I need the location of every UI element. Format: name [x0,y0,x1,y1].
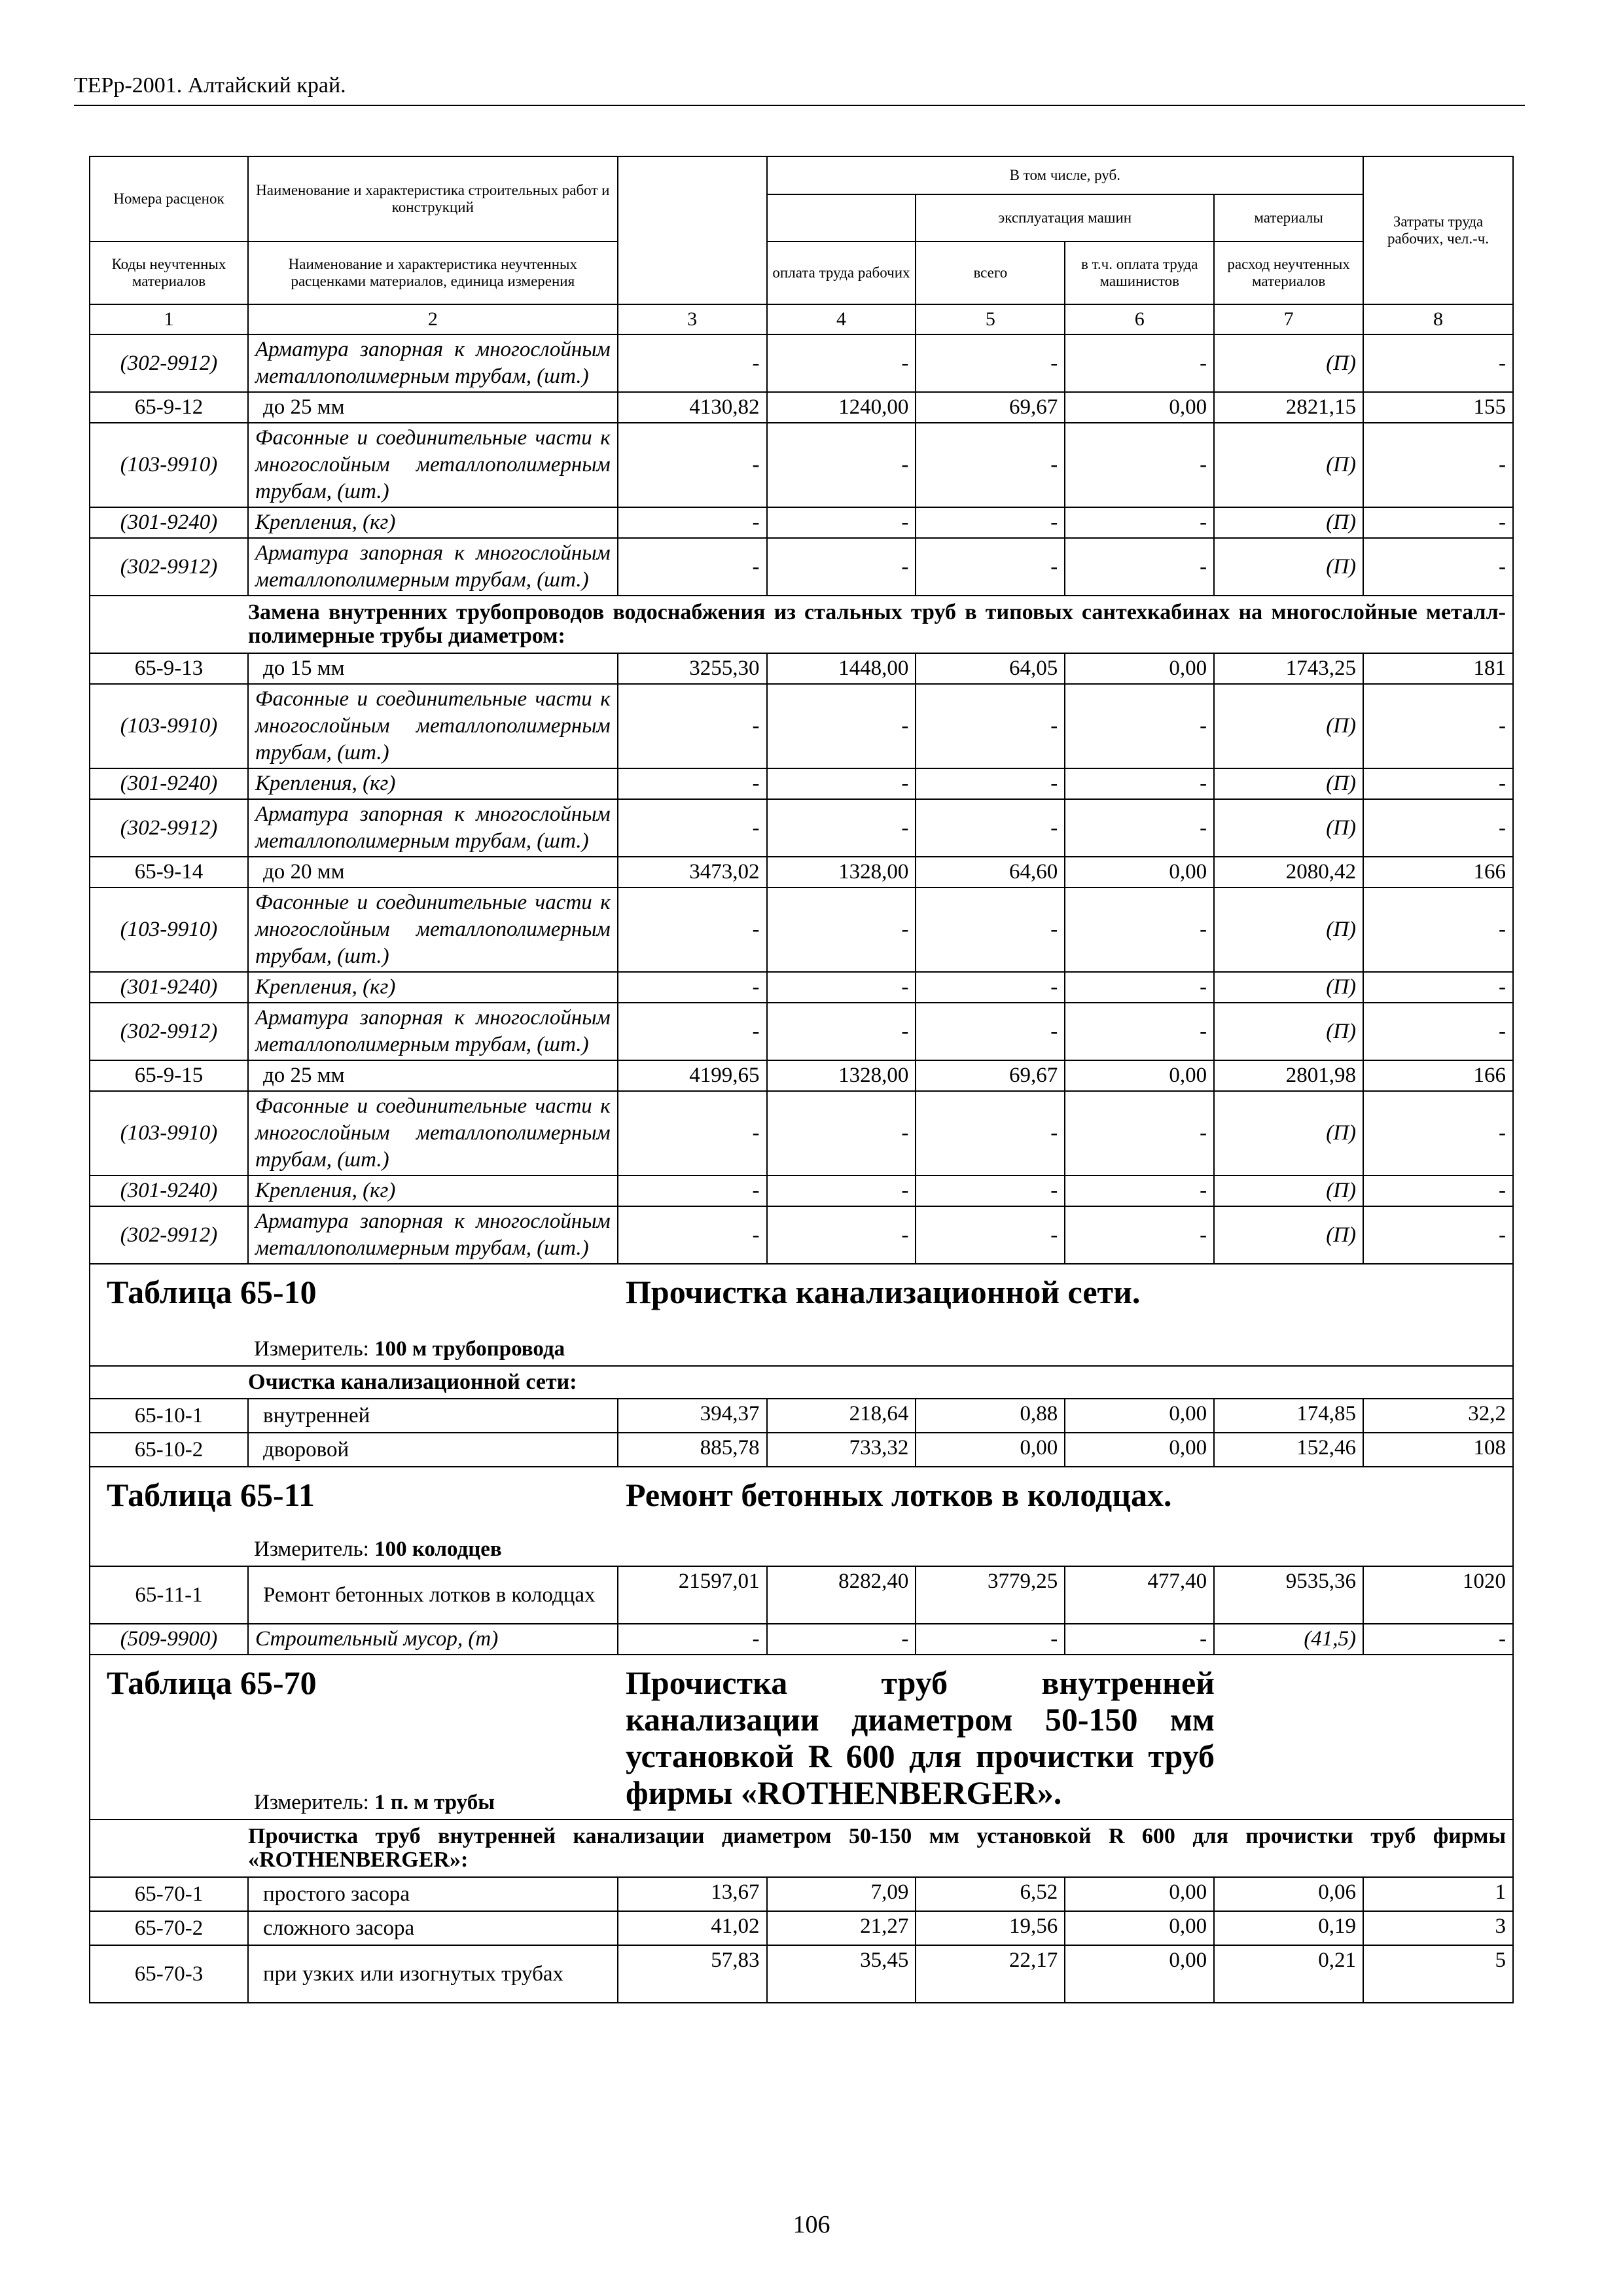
table-heading: Прочистка канализационной сети. [626,1274,1141,1310]
machinists-cost: - [1065,799,1214,857]
rate-name: до 25 мм [248,1060,618,1091]
table-heading: Прочистка труб внутренней канализации диаметром 50-150 мм установкой R 600 для прочистки труб фирмы «ROTHENBERGER». [626,1664,1215,1811]
labor-cost: 1328,00 [767,1060,916,1091]
table-title-row [90,1467,1513,1566]
direct-cost: - [618,799,767,857]
machines-cost: - [916,423,1065,507]
rate-name: Крепления, (кг) [248,1175,618,1206]
materials-cost: (П) [1214,684,1363,768]
machinists-cost: 0,00 [1065,1911,1214,1945]
section-code-blank [90,596,248,653]
rate-name: до 25 мм [248,392,618,423]
col-head-labor-hours: Затраты труда рабочих, чел.-ч. [1363,156,1513,304]
labor-cost: 1240,00 [767,392,916,423]
machinists-cost: 0,00 [1065,1877,1214,1911]
material-row [90,799,1513,857]
section-row [90,1366,1513,1399]
materials-cost: (П) [1214,799,1363,857]
col-head-codes: Номера расценок [90,156,248,242]
labor-hours: - [1363,1206,1513,1264]
machinists-cost: - [1065,972,1214,1003]
labor-cost: 733,32 [767,1433,916,1467]
section-code-blank [90,1366,248,1399]
direct-cost: - [618,972,767,1003]
direct-cost: - [618,334,767,392]
materials-cost: 152,46 [1214,1433,1363,1467]
labor-hours: 181 [1363,653,1513,684]
labor-hours: 166 [1363,1060,1513,1091]
col-head-mat-cost: расход неучтенных материалов [1214,242,1363,304]
direct-cost: - [618,538,767,596]
materials-cost: (41,5) [1214,1624,1363,1655]
direct-cost: 4199,65 [618,1060,767,1091]
materials-cost: 9535,36 [1214,1566,1363,1624]
machinists-cost: - [1065,1624,1214,1655]
rates-table [89,156,1514,2003]
col-head-labor: оплата труда рабочих [767,242,916,304]
labor-hours: - [1363,538,1513,596]
labor-hours: 1020 [1363,1566,1513,1624]
table-measure [254,1336,565,1363]
labor-hours: 1 [1363,1877,1513,1911]
rate-code: 65-9-15 [90,1060,248,1091]
rate-name: Ремонт бетонных лотков в колодцах [248,1566,618,1624]
rate-name: Строительный мусор, (т) [248,1624,618,1655]
labor-cost: 218,64 [767,1399,916,1433]
rate-code: (103-9910) [90,423,248,507]
measure-value: 100 м трубопровода [374,1337,565,1361]
machinists-cost: 0,00 [1065,1433,1214,1467]
rate-code: 65-70-1 [90,1877,248,1911]
material-row [90,768,1513,799]
direct-cost: - [618,423,767,507]
rate-name: сложного засора [248,1911,618,1945]
machines-cost: 19,56 [916,1911,1065,1945]
col-head-incl: В том числе, руб. [767,156,1364,194]
material-row [90,1175,1513,1206]
materials-cost: 2080,42 [1214,857,1363,888]
labor-hours: - [1363,684,1513,768]
materials-cost: 0,21 [1214,1945,1363,2003]
machinists-cost: - [1065,1206,1214,1264]
rate-code: 65-70-3 [90,1945,248,2003]
col-num: 7 [1214,304,1363,334]
rate-name: Арматура запорная к многослойным металлополимерным трубам, (шт.) [248,334,618,392]
machines-cost: 0,88 [916,1399,1065,1433]
table-title-block [90,1264,1513,1366]
machinists-cost: 0,00 [1065,857,1214,888]
rate-name: Арматура запорная к многослойным металлополимерным трубам, (шт.) [248,1003,618,1060]
labor-hours: - [1363,334,1513,392]
machines-cost: 69,67 [916,1060,1065,1091]
page-number: 106 [793,2211,830,2238]
rate-code: (302-9912) [90,799,248,857]
table-number: Таблица 65-11 [107,1477,315,1513]
labor-hours: - [1363,507,1513,538]
col-num: 8 [1363,304,1513,334]
labor-cost: - [767,684,916,768]
rate-name: Арматура запорная к многослойным металлополимерным трубам, (шт.) [248,799,618,857]
rate-name: Крепления, (кг) [248,507,618,538]
rate-name: Фасонные и соединительные части к многослойным металлополимерным трубам, (шт.) [248,1091,618,1175]
labor-cost: - [767,972,916,1003]
machinists-cost: - [1065,334,1214,392]
rate-code: (103-9910) [90,1091,248,1175]
machines-cost: - [916,888,1065,972]
material-row [90,1003,1513,1060]
material-row [90,1206,1513,1264]
col-num: 4 [767,304,916,334]
col-num: 6 [1065,304,1214,334]
materials-cost: 2821,15 [1214,392,1363,423]
rate-code: 65-9-14 [90,857,248,888]
labor-cost: 7,09 [767,1877,916,1911]
rate-code: 65-11-1 [90,1566,248,1624]
labor-hours: 155 [1363,392,1513,423]
table-heading: Ремонт бетонных лотков в колодцах. [626,1477,1172,1513]
rate-code: 65-10-1 [90,1399,248,1433]
rate-code: (301-9240) [90,768,248,799]
machinists-cost: - [1065,768,1214,799]
labor-cost: - [767,1091,916,1175]
table-title-wrap [90,1467,1512,1564]
materials-cost: (П) [1214,1091,1363,1175]
labor-hours: - [1363,768,1513,799]
labor-hours: 5 [1363,1945,1513,2003]
machinists-cost: 0,00 [1065,392,1214,423]
direct-cost: 41,02 [618,1911,767,1945]
labor-hours: - [1363,1003,1513,1060]
rate-code: (302-9912) [90,538,248,596]
material-row [90,423,1513,507]
rate-code: 65-9-13 [90,653,248,684]
direct-cost: - [618,1175,767,1206]
materials-cost: 0,06 [1214,1877,1363,1911]
machines-cost: - [916,334,1065,392]
rate-name: Фасонные и соединительные части к многослойным металлополимерным трубам, (шт.) [248,684,618,768]
rate-name: при узких или изогнутых трубах [248,1945,618,2003]
col-head-machinists: в т.ч. оплата труда машинистов [1065,242,1214,304]
machines-cost: - [916,1175,1065,1206]
material-row [90,334,1513,392]
machinists-cost: - [1065,538,1214,596]
section-row [90,596,1513,653]
rate-name: Крепления, (кг) [248,768,618,799]
labor-hours: - [1363,972,1513,1003]
rate-row [90,1433,1513,1467]
table-measure [254,1789,495,1816]
machinists-cost: - [1065,1003,1214,1060]
machines-cost: - [916,507,1065,538]
machines-cost: 22,17 [916,1945,1065,2003]
rate-name: Арматура запорная к многослойным металлополимерным трубам, (шт.) [248,538,618,596]
col-head-materials: материалы [1214,194,1363,242]
rate-name: Фасонные и соединительные части к многослойным металлополимерным трубам, (шт.) [248,888,618,972]
rate-row [90,857,1513,888]
section-heading: Прочистка труб внутренней канализации диаметром 50-150 мм установкой R 600 для прочистки труб фирмы «ROTHENBERGER»: [248,1820,1513,1877]
direct-cost: - [618,768,767,799]
direct-cost: - [618,684,767,768]
rate-name: внутренней [248,1399,618,1433]
machines-cost: 64,05 [916,653,1065,684]
machines-cost: 64,60 [916,857,1065,888]
materials-cost: (П) [1214,1003,1363,1060]
labor-hours: 108 [1363,1433,1513,1467]
labor-cost: - [767,1206,916,1264]
rate-name: дворовой [248,1433,618,1467]
measure-value: 100 колодцев [374,1537,502,1561]
machines-cost: - [916,1624,1065,1655]
rate-name: Фасонные и соединительные части к многослойным металлополимерным трубам, (шт.) [248,423,618,507]
labor-cost: 1448,00 [767,653,916,684]
machinists-cost: - [1065,1175,1214,1206]
labor-cost: - [767,1003,916,1060]
running-header: ТЕРр-2001. Алтайский край. [74,73,346,98]
table-number: Таблица 65-10 [107,1274,317,1310]
section-row [90,1820,1513,1877]
labor-cost: - [767,1175,916,1206]
materials-cost: 2801,98 [1214,1060,1363,1091]
rate-name: до 15 мм [248,653,618,684]
machinists-cost: 0,00 [1065,1399,1214,1433]
materials-cost: 1743,25 [1214,653,1363,684]
material-row [90,1624,1513,1655]
machines-cost: - [916,799,1065,857]
direct-cost: - [618,1206,767,1264]
material-row [90,507,1513,538]
table-measure [254,1536,502,1563]
machines-cost: 3779,25 [916,1566,1065,1624]
table-title-row [90,1655,1513,1820]
materials-cost: 174,85 [1214,1399,1363,1433]
direct-cost: 3473,02 [618,857,767,888]
machines-cost: - [916,972,1065,1003]
machinists-cost: - [1065,684,1214,768]
col-head-name: Наименование и характеристика строительных работ и конструкций [248,156,618,242]
table-title-row [90,1264,1513,1366]
machines-cost: 0,00 [916,1433,1065,1467]
col-head-codes2: Коды неучтенных материалов [90,242,248,304]
machines-cost: - [916,1206,1065,1264]
rate-row [90,1399,1513,1433]
table-title-wrap [90,1655,1512,1818]
labor-hours: 3 [1363,1911,1513,1945]
rate-row [90,1566,1513,1624]
col-num: 2 [248,304,618,334]
table-number: Таблица 65-70 [107,1664,317,1701]
material-row [90,1091,1513,1175]
rate-code: (302-9912) [90,1003,248,1060]
rate-code: (302-9912) [90,334,248,392]
measure-label: Измеритель: [254,1791,369,1814]
measure-value: 1 п. м трубы [374,1791,495,1814]
material-row [90,972,1513,1003]
labor-cost: - [767,538,916,596]
material-row [90,538,1513,596]
rate-code: (509-9900) [90,1624,248,1655]
col-head-machines: эксплуатация машин [916,194,1214,242]
materials-cost: (П) [1214,423,1363,507]
section-heading: Замена внутренних трубопроводов водоснабжения из стальных труб в типовых сантехкабинах на многослойные металл-полимерные трубы диаметром: [248,596,1513,653]
machinists-cost: - [1065,888,1214,972]
labor-hours: - [1363,799,1513,857]
section-heading: Очистка канализационной сети: [248,1366,1513,1399]
col-head-name2: Наименование и характеристика неучтенных расценками материалов, единица измерения [248,242,618,304]
labor-cost: - [767,334,916,392]
machinists-cost: - [1065,1091,1214,1175]
direct-cost: 3255,30 [618,653,767,684]
machinists-cost: - [1065,423,1214,507]
rate-code: (301-9240) [90,507,248,538]
material-row [90,684,1513,768]
labor-hours: - [1363,1624,1513,1655]
rate-row [90,392,1513,423]
rate-code: 65-70-2 [90,1911,248,1945]
labor-cost: - [767,768,916,799]
materials-cost: (П) [1214,888,1363,972]
rate-code: 65-10-2 [90,1433,248,1467]
rate-name: Крепления, (кг) [248,972,618,1003]
materials-cost: (П) [1214,1175,1363,1206]
machinists-cost: 477,40 [1065,1566,1214,1624]
rate-code: 65-9-12 [90,392,248,423]
materials-cost: (П) [1214,538,1363,596]
materials-cost: (П) [1214,1206,1363,1264]
materials-cost: (П) [1214,768,1363,799]
rate-code: (301-9240) [90,1175,248,1206]
direct-cost: 13,67 [618,1877,767,1911]
labor-cost: - [767,888,916,972]
rate-row [90,1877,1513,1911]
direct-cost: - [618,888,767,972]
materials-cost: (П) [1214,334,1363,392]
labor-cost: 21,27 [767,1911,916,1945]
direct-cost: 21597,01 [618,1566,767,1624]
machines-cost: 6,52 [916,1877,1065,1911]
labor-cost: - [767,799,916,857]
labor-hours: 166 [1363,857,1513,888]
rate-name: до 20 мм [248,857,618,888]
col-num: 3 [618,304,767,334]
labor-cost: 35,45 [767,1945,916,2003]
table-title-wrap [90,1265,1512,1364]
direct-cost: 4130,82 [618,392,767,423]
machines-cost: - [916,1091,1065,1175]
col-num: 5 [916,304,1065,334]
header-rule [74,105,1525,106]
rate-code: (103-9910) [90,888,248,972]
materials-cost: 0,19 [1214,1911,1363,1945]
direct-cost: - [618,1003,767,1060]
direct-cost: 394,37 [618,1399,767,1433]
labor-cost: 8282,40 [767,1566,916,1624]
materials-cost: (П) [1214,507,1363,538]
labor-cost: - [767,1624,916,1655]
col-head-labor-blank [767,194,916,242]
machinists-cost: - [1065,507,1214,538]
labor-hours: - [1363,888,1513,972]
machinists-cost: 0,00 [1065,1945,1214,2003]
rate-code: (301-9240) [90,972,248,1003]
direct-cost: - [618,507,767,538]
machines-cost: - [916,1003,1065,1060]
col-num: 1 [90,304,248,334]
table-title-block [90,1655,1513,1820]
direct-cost: - [618,1091,767,1175]
rate-code: (302-9912) [90,1206,248,1264]
measure-label: Измеритель: [254,1337,369,1361]
labor-hours: - [1363,1091,1513,1175]
rate-row [90,1060,1513,1091]
section-code-blank [90,1820,248,1877]
direct-cost: - [618,1624,767,1655]
rate-row [90,1945,1513,2003]
rate-name: простого засора [248,1877,618,1911]
rate-code: (103-9910) [90,684,248,768]
measure-label: Измеритель: [254,1537,369,1561]
labor-cost: 1328,00 [767,857,916,888]
rate-name: Арматура запорная к многослойным металлополимерным трубам, (шт.) [248,1206,618,1264]
machines-cost: 69,67 [916,392,1065,423]
materials-cost: (П) [1214,972,1363,1003]
machinists-cost: 0,00 [1065,1060,1214,1091]
direct-cost: 57,83 [618,1945,767,2003]
labor-hours: 32,2 [1363,1399,1513,1433]
labor-hours: - [1363,1175,1513,1206]
material-row [90,888,1513,972]
labor-cost: - [767,423,916,507]
rate-row [90,1911,1513,1945]
machinists-cost: 0,00 [1065,653,1214,684]
table-title-block [90,1467,1513,1566]
machines-cost: - [916,538,1065,596]
col-head-direct-blank [618,156,767,304]
rate-row [90,653,1513,684]
col-head-total: всего [916,242,1065,304]
machines-cost: - [916,684,1065,768]
direct-cost: 885,78 [618,1433,767,1467]
labor-hours: - [1363,423,1513,507]
machines-cost: - [916,768,1065,799]
labor-cost: - [767,507,916,538]
